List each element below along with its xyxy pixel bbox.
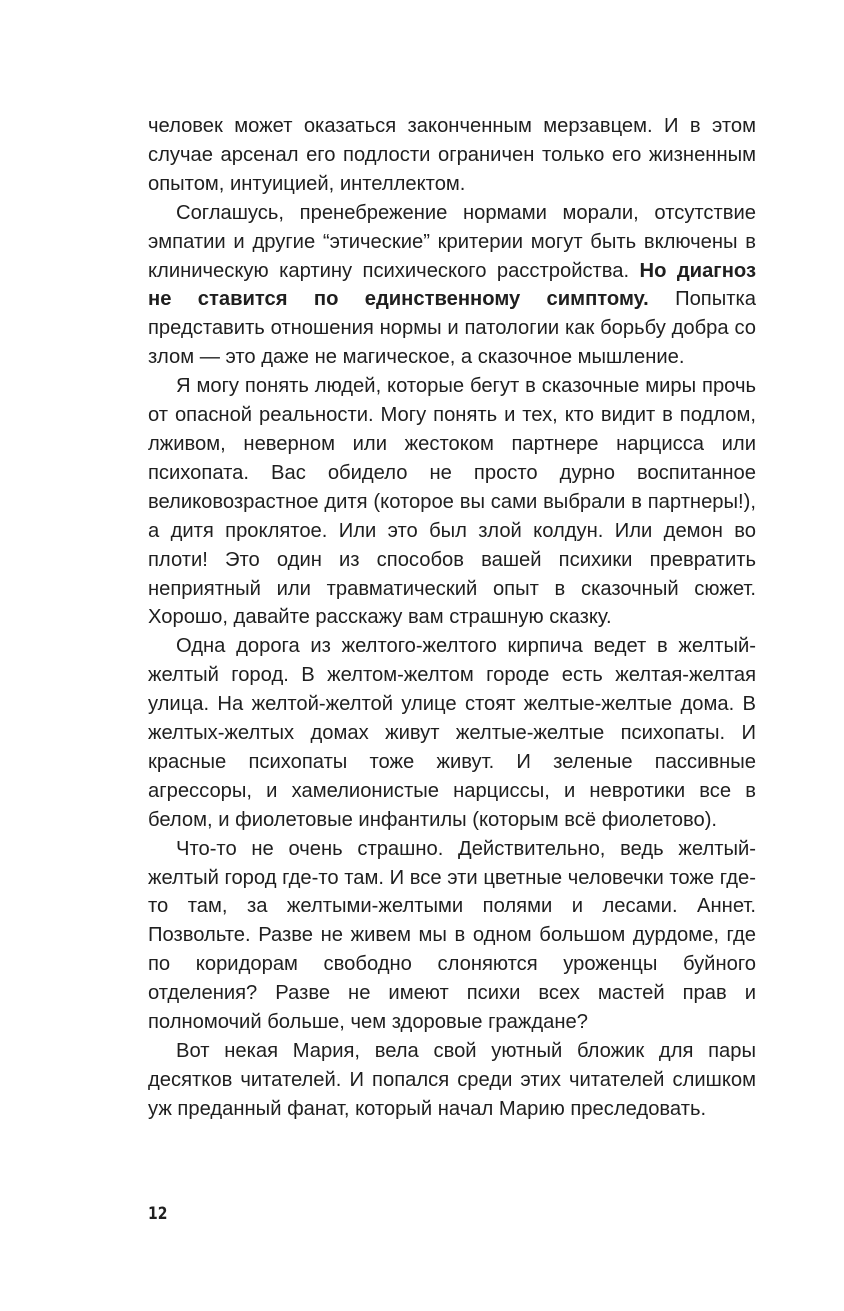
body-text [148,112,756,1124]
paragraph-2 [148,199,756,372]
page-number: 12 [148,1204,168,1224]
paragraph-2-intro: Соглашусь, пренебрежение нормами морали, отсутствие эмпатии и другие “этические” критерии могут быть включены в клиническую картину психического расстройства. [148,201,756,282]
paragraph-6: Вот некая Мария, вела свой уютный бложик для пары десятков читателей. И попался среди этих читателей слишком уж преданный фанат, который начал Марию преследовать. [148,1040,756,1120]
paragraph-4: Одна дорога из желтого-желтого кирпича ведет в желтый-желтый город. В желтом-желтом городе есть желтая-желтая улица. На желтой-желтой улице стоят желтые-желтые дома. В желтых-желтых домах живут желтые-желтые психопаты. И красные психопаты тоже живут. И зеленые пассивные агрессоры, и хамелионистые нарциссы, и невротики все в белом, и фиолетовые инфантилы (которым всё фиолетово). [148,635,756,831]
paragraph-2-continuation: Попытка представить отношения нормы и патологии как борьбу добра со злом — это даже не магическое, а сказочное мышление. [148,288,756,369]
paragraph-2-bold-statement: Но диагноз не ставится по единственному симптому. [148,259,757,311]
paragraph-3: Я могу понять людей, которые бегут в сказочные миры прочь от опасной реальности. Могу понять и тех, кто видит в подлом, лживом, неверном или жестоком партнере нарцисса или психопата. Вас обидело не просто дурно воспитанное великовозрастное дитя (которое вы сами выбрали в партнеры!), а дитя проклятое. Или это был злой колдун. Или демон во плоти! Это один из способов вашей психики превратить неприятный или травматический опыт в сказочный сюжет. Хорошо, давайте расскажу вам страшную сказку. [148,375,756,629]
paragraph-5: Что-то не очень страшно. Действительно, ведь желтый-желтый город где-то там. И все эти цветные человечки тоже где-то там, за желтыми-желтыми полями и лесами. Аннет. Позвольте. Разве не живем мы в одном большом дурдоме, где по коридорам свободно слоняются уроженцы буйного отделения? Разве не имеют психи всех мастей прав и полномочий больше, чем здоровые граждане? [148,837,756,1034]
paragraph-1: человек может оказаться законченным мерзавцем. И в этом случае арсенал его подлости ограничен только его жизненным опытом, интуицией, интеллектом. [148,115,756,195]
